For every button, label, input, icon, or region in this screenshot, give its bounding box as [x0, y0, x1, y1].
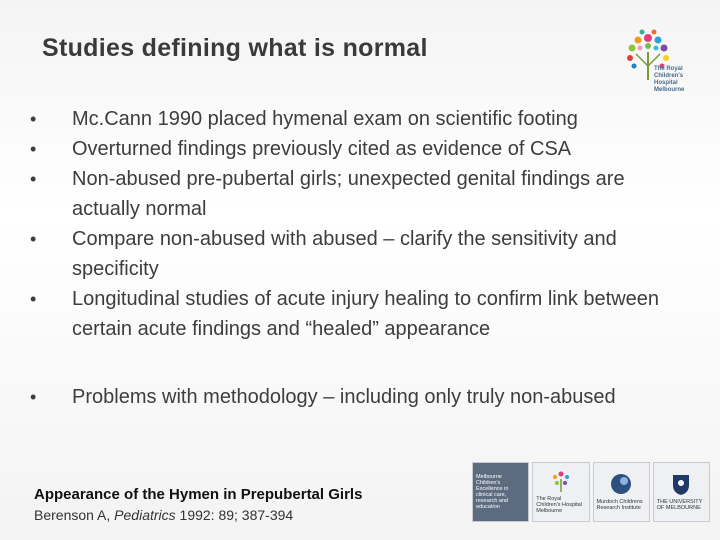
bullet-text: Overturned findings previously cited as evidence of CSA [72, 138, 572, 160]
bullet-marker: • [30, 229, 37, 249]
bullet-marker: • [30, 109, 37, 129]
logo-line: Melbourne [654, 87, 685, 93]
bullet-marker: • [30, 169, 37, 189]
royal-childrens-hospital-logo [622, 18, 702, 108]
bullet-item [22, 284, 692, 344]
mcri-icon [608, 471, 634, 497]
bullet-marker: • [30, 387, 37, 407]
bullet-marker: • [30, 289, 37, 309]
crest-icon [668, 471, 694, 497]
partner-text: THE UNIVERSITY OF MELBOURNE [656, 499, 703, 511]
bullet-item [22, 382, 692, 412]
reference-title: Appearance of the Hymen in Prepubertal Girls [34, 486, 363, 503]
partner-logos [472, 462, 710, 522]
bullet-item [22, 134, 692, 164]
slide-title: Studies defining what is normal [42, 34, 428, 62]
partner-text: Murdoch Childrens Research Institute [596, 499, 643, 511]
mcri-logo [593, 462, 650, 522]
university-of-melbourne-logo [653, 462, 710, 522]
reference-details: 1992: 89; 387-394 [175, 507, 294, 523]
logo-line: Hospital [654, 80, 678, 86]
bullet-text: Problems with methodology – including only truly non-abused [72, 386, 616, 408]
bullet-item [22, 164, 692, 224]
reference-journal: Pediatrics [114, 507, 176, 523]
logo-line: Children's [654, 73, 684, 79]
reference-citation [34, 507, 293, 523]
bullet-text: Mc.Cann 1990 placed hymenal exam on scientific footing [72, 108, 578, 130]
bullet-item [22, 224, 692, 284]
bullet-item [22, 104, 692, 134]
reference-author: Berenson A, [34, 507, 115, 523]
bullet-text: Compare non-abused with abused – clarify the sensitivity and specificity [72, 228, 617, 280]
partner-text: The Royal Children's Hospital Melbourne [536, 496, 582, 514]
bullet-list [22, 104, 692, 412]
bullet-text: Non-abused pre-pubertal girls; unexpected genital findings are actually normal [72, 168, 625, 220]
logo-text [654, 66, 714, 94]
bullet-marker: • [30, 139, 37, 159]
tree-icon [548, 468, 574, 494]
melbourne-childrens-logo [472, 462, 529, 522]
logo-line: The Royal [654, 66, 683, 72]
partner-text: Melbourne Children's Excellence in clinical care, research and education [476, 474, 509, 510]
bullet-text: Longitudinal studies of acute injury healing to confirm link between certain acute findings and “healed” appearance [72, 288, 660, 340]
rch-partner-logo [532, 462, 589, 522]
